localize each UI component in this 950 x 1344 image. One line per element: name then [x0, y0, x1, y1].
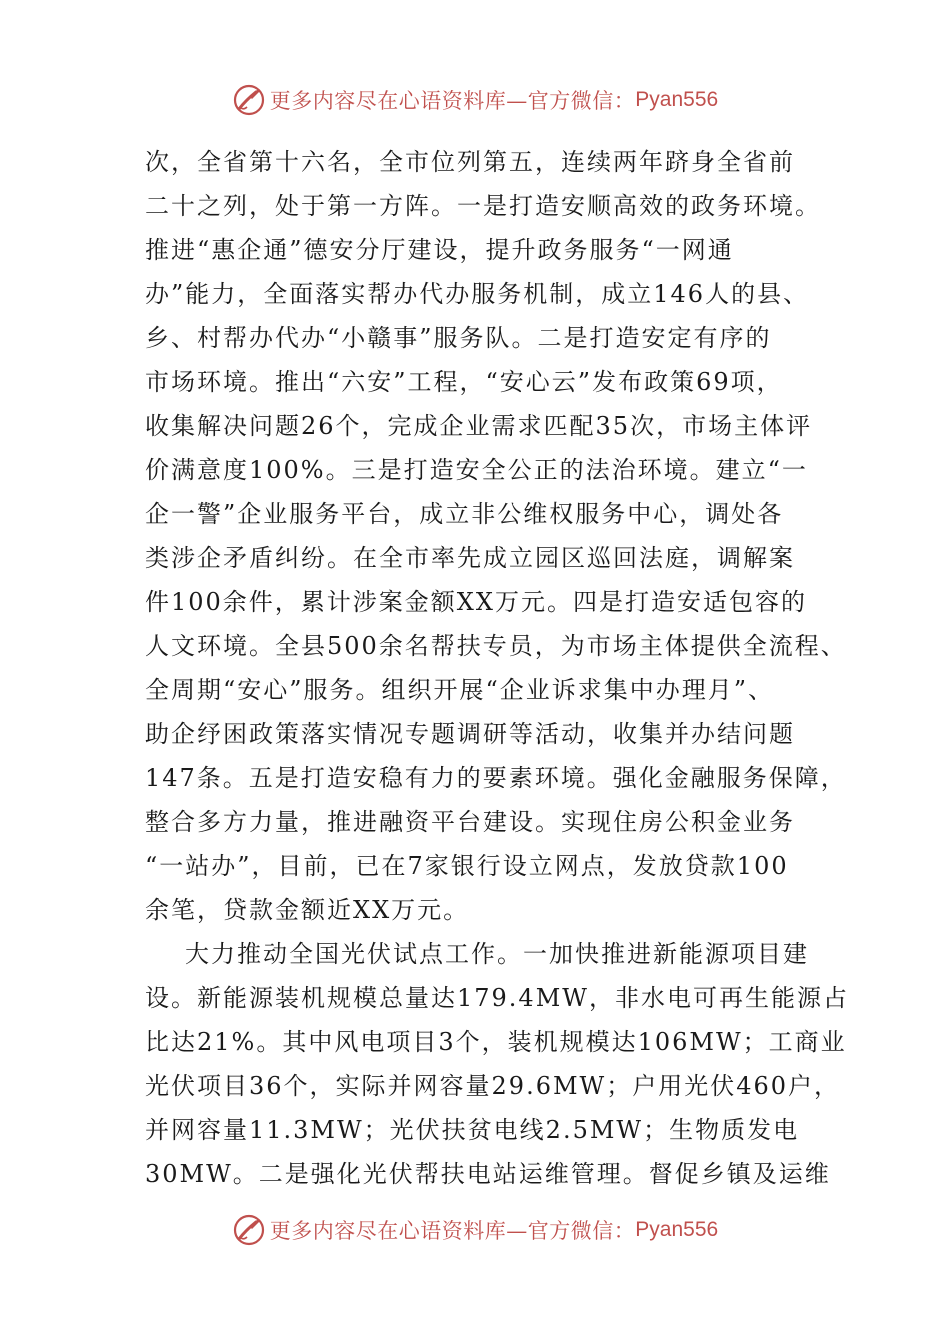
body-line: 30MW。二是强化光伏帮扶电站运维管理。督促乡镇及运维 — [145, 1160, 831, 1188]
body-line: “一站办”，目前，已在7家银行设立网点，发放贷款100 — [145, 852, 789, 880]
footer-banner-text: 更多内容尽在心语资料库—官方微信： — [269, 1219, 636, 1243]
header-banner — [0, 80, 950, 120]
body-line: 余笔，贷款金额近XX万元。 — [145, 896, 470, 924]
body-line: 办”能力，全面落实帮办代办服务机制，成立146人的县、 — [145, 280, 810, 308]
body-line: 设。新能源装机规模总量达179.4MW，非水电可再生能源占 — [145, 984, 849, 1012]
body-line: 企一警”企业服务平台，成立非公维权服务中心，调处各 — [145, 500, 784, 528]
paragraph-start-line: 大力推动全国光伏试点工作。一加快推进新能源项目建 — [185, 940, 809, 968]
pen-nib-logo-icon — [232, 83, 266, 117]
body-line: 助企纾困政策落实情况专题调研等活动，收集并办结问题 — [145, 720, 795, 748]
footer-banner — [0, 1210, 950, 1250]
body-line: 推进“惠企通”德安分厅建设，提升政务服务“一网通 — [145, 236, 734, 264]
header-banner-id: Pyan556 — [635, 88, 719, 111]
body-line: 人文环境。全县500余名帮扶专员，为市场主体提供全流程、 — [145, 632, 847, 660]
body-line: 并网容量11.3MW；光伏扶贫电线2.5MW；生物质发电 — [145, 1116, 800, 1144]
body-line: 价满意度100%。三是打造安全公正的法治环境。建立“一 — [145, 456, 808, 484]
body-line: 二十之列，处于第一方阵。一是打造安顺高效的政务环境。 — [145, 192, 821, 220]
body-line: 比达21%。其中风电项目3个，装机规模达106MW；工商业 — [145, 1028, 847, 1056]
body-line: 整合多方力量，推进融资平台建设。实现住房公积金业务 — [145, 808, 795, 836]
body-line: 收集解决问题26个，完成企业需求匹配35次，市场主体评 — [145, 412, 813, 440]
body-line: 件100余件，累计涉案金额XX万元。四是打造安适包容的 — [145, 588, 807, 616]
body-line: 光伏项目36个，实际并网容量29.6MW；户用光伏460户， — [145, 1072, 841, 1100]
body-line: 类涉企矛盾纠纷。在全市率先成立园区巡回法庭，调解案 — [145, 544, 795, 572]
footer-banner-id: Pyan556 — [635, 1218, 719, 1241]
body-line: 次，全省第十六名，全市位列第五，连续两年跻身全省前 — [145, 148, 795, 176]
body-line: 147条。五是打造安稳有力的要素环境。强化金融服务保障， — [145, 764, 847, 792]
pen-nib-logo-icon — [232, 1213, 266, 1247]
body-line: 全周期“安心”服务。组织开展“企业诉求集中办理月”、 — [145, 676, 775, 704]
header-banner-text: 更多内容尽在心语资料库—官方微信： — [269, 89, 636, 113]
body-line: 乡、村帮办代办“小赣事”服务队。二是打造安定有序的 — [145, 324, 772, 352]
body-line: 市场环境。推出“六安”工程，“安心云”发布政策69项， — [145, 368, 783, 396]
document-body — [145, 140, 849, 1196]
